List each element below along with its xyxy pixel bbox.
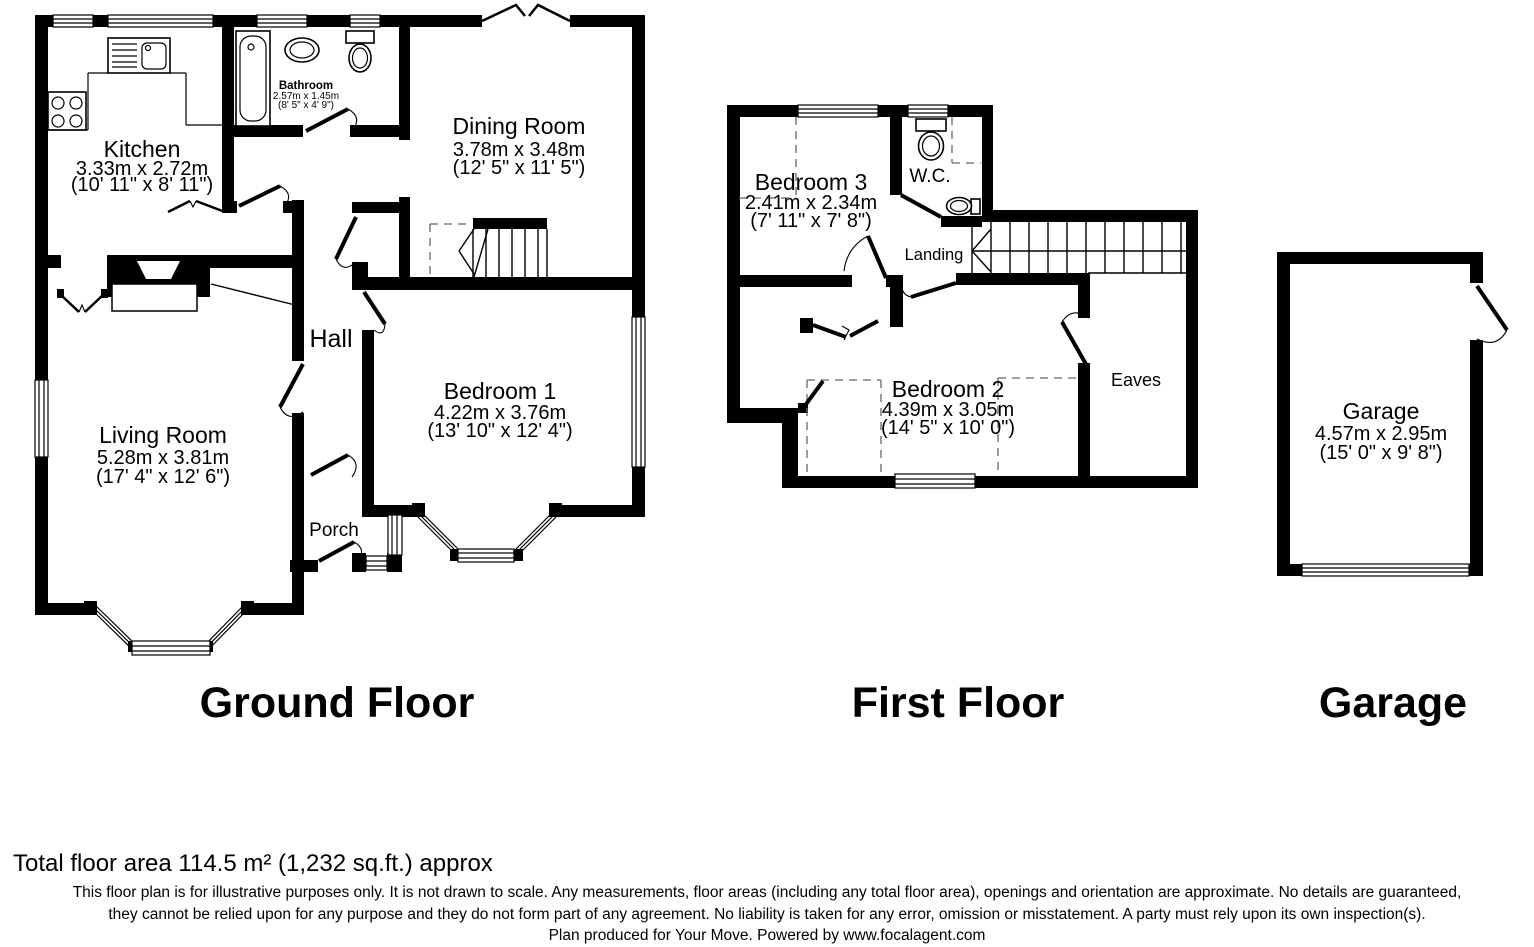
porch-label: Porch [309,520,359,541]
dining-room-dim-imperial: (12' 5" x 11' 5") [452,157,586,179]
kitchen-label: Kitchen [103,136,181,162]
ground-floor-plan [35,5,645,655]
eaves-label: Eaves [1110,370,1162,390]
bedroom1-dim-imperial: (13' 10" x 12' 4") [427,420,573,442]
dining-room-label: Dining Room [452,113,586,139]
bathroom-dim-metric: 2.57m x 1.45m [272,91,340,102]
dining-room-dim-metric: 3.78m x 3.48m [452,139,586,161]
wc-toilet-tank [916,119,946,131]
garage-labels [1315,398,1447,464]
garage-main-door [1302,564,1469,576]
kitchen-dim-metric: 3.33m x 2.72m [75,158,209,180]
garage-dim-imperial: (15' 0" x 9' 8") [1319,442,1443,464]
disclaimer-line-3: Plan produced for Your Move. Powered by www.focalagent.com [548,927,986,944]
bathroom-window [257,15,307,27]
bedroom3-label: Bedroom 3 [754,169,868,195]
living-room-side-window [35,380,48,457]
total-floor-area: Total floor area 114.5 m² (1,232 sq.ft.) approx [13,850,493,877]
ground-floor-stairs [430,224,547,277]
bedroom3-window [798,105,878,117]
living-room-dim-metric: 5.28m x 3.81m [96,447,230,469]
porch-window-v [388,515,402,555]
disclaimer-line-2: they cannot be relied upon for any purpose and they do not form part of any agreement. No liability is taken for any error, omission or misstatement. A party must rely upon its own inspection(s). [108,906,1426,923]
wc-basin-pedestal [971,199,980,214]
wc-window [908,105,948,117]
bedroom2-window [895,474,975,488]
garage-door-leaf [1477,286,1507,330]
garage-title: Garage [1318,679,1468,727]
kitchen-fixtures [48,38,222,130]
bedroom3-dim-imperial: (7' 11" x 7' 8") [750,210,872,232]
bedroom1-bay-window [418,513,556,553]
bathroom-fixtures [236,31,374,126]
garage-dim-metric: 4.57m x 2.95m [1314,423,1448,445]
bedroom1-label: Bedroom 1 [443,378,557,404]
bedroom2-label: Bedroom 2 [891,376,1005,402]
garage-label: Garage [1342,398,1420,424]
floor-titles [200,679,1467,727]
bathroom-window-2 [350,15,380,27]
wc-label: W.C. [909,166,951,187]
first-floor-plan [727,105,1198,488]
landing-label: Landing [904,246,964,264]
living-room-label: Living Room [99,422,227,448]
first-floor-title: First Floor [851,679,1065,727]
disclaimer-line-1: This floor plan is for illustrative purposes only. It is not drawn to scale. Any measurements, floor areas (including any total floor area), openings and orientation are approximate. No details are guaranteed, [72,884,1462,901]
kitchen-window-main [108,15,213,27]
bedroom2-dim-metric: 4.39m x 3.05m [881,399,1015,421]
footer [13,850,1461,944]
bathroom-label: Bathroom [278,80,334,92]
bedroom1-side-window [632,317,645,467]
kitchen-window-left [53,15,93,27]
hearth [112,284,197,311]
bathroom-dim-imperial: (8' 5" x 4' 9") [278,100,334,111]
toilet-tank [346,31,374,43]
ground-floor-title: Ground Floor [199,679,475,727]
first-floor-stairs [972,222,1186,273]
bedroom1-dim-metric: 4.22m x 3.76m [433,402,567,424]
garage-plan [1277,252,1507,576]
dining-bay-opening [482,15,570,27]
bedroom2-dim-imperial: (14' 5" x 10' 0") [880,417,1016,439]
living-room-dim-imperial: (17' 4" x 12' 6") [95,466,231,488]
porch-window-h [366,556,387,570]
hall-label: Hall [309,325,353,353]
kitchen-dim-imperial: (10' 11" x 8' 11") [70,174,214,196]
bedroom3-dim-metric: 2.41m x 2.34m [744,192,878,214]
